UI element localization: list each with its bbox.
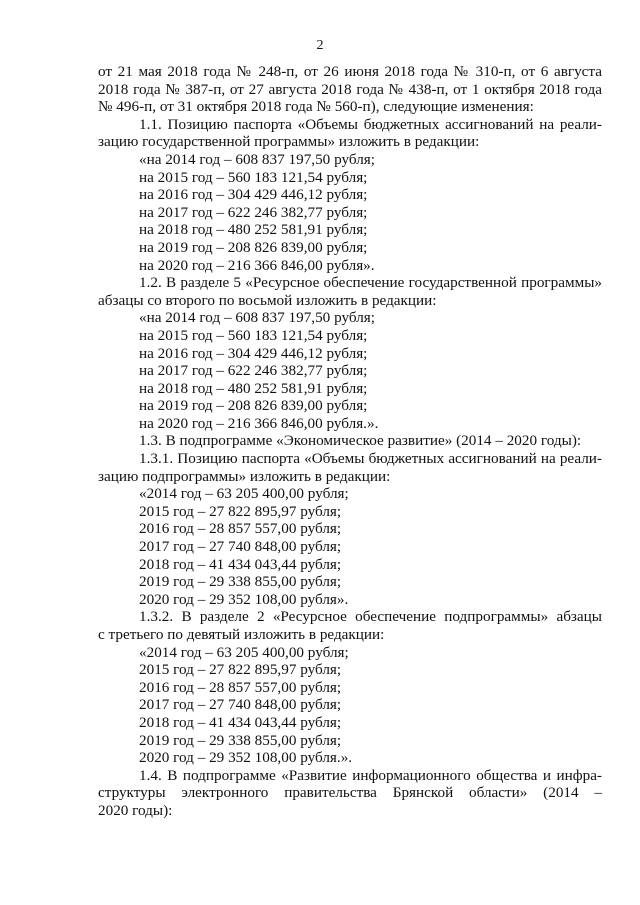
list-item: 2016 год – 28 857 557,00 рубля; bbox=[139, 520, 342, 538]
section-heading-line: 1.3.2. В разделе 2 «Ресурсное обеспечение подпрограммы» абзацы bbox=[139, 608, 602, 626]
list-item: на 2019 год – 208 826 839,00 рубля; bbox=[139, 397, 368, 415]
funding-list bbox=[98, 644, 602, 767]
section-1-4 bbox=[98, 767, 602, 820]
funding-list bbox=[98, 309, 602, 432]
list-item: 2017 год – 27 740 848,00 рубля; bbox=[139, 538, 342, 556]
list-item: «2014 год – 63 205 400,00 рубля; bbox=[139, 643, 349, 661]
list-item: 2018 год – 41 434 043,44 рубля; bbox=[139, 555, 342, 573]
list-item: на 2020 год – 216 366 846,00 рубля». bbox=[139, 256, 375, 274]
list-item: на 2019 год – 208 826 839,00 рубля; bbox=[139, 238, 368, 256]
funding-list bbox=[98, 151, 602, 274]
list-item: на 2018 год – 480 252 581,91 рубля; bbox=[139, 221, 368, 239]
list-item: на 2018 год – 480 252 581,91 рубля; bbox=[139, 379, 368, 397]
section-1-2 bbox=[98, 274, 602, 432]
section-heading-line: 1.1. Позицию паспорта «Объемы бюджетных ассигнований на реали- bbox=[139, 115, 602, 133]
list-item: на 2017 год – 622 246 382,77 рубля; bbox=[139, 362, 368, 380]
list-item: на 2015 год – 560 183 121,54 рубля; bbox=[139, 326, 368, 344]
list-item: на 2016 год – 304 429 446,12 рубля; bbox=[139, 344, 368, 362]
section-1-3 bbox=[98, 432, 602, 766]
intro-paragraph bbox=[98, 63, 602, 116]
list-item: на 2016 год – 304 429 446,12 рубля; bbox=[139, 186, 368, 204]
section-heading-line: с третьего по девятый изложить в редакции: bbox=[98, 626, 385, 643]
list-item: на 2015 год – 560 183 121,54 рубля; bbox=[139, 168, 368, 186]
section-heading-line: 1.4. В подпрограмме «Развитие информационного общества и инфра- bbox=[139, 766, 602, 784]
list-item: 2019 год – 29 338 855,00 рубля; bbox=[139, 573, 342, 591]
list-item: «на 2014 год – 608 837 197,50 рубля; bbox=[139, 150, 375, 168]
list-item: на 2020 год – 216 366 846,00 рубля.». bbox=[139, 414, 379, 432]
text-line: 2018 года № 387-п, от 27 августа 2018 года № 438-п, от 1 октября 2018 года bbox=[98, 80, 602, 98]
section-heading-line: зацию государственной программы» изложить в редакции: bbox=[98, 133, 480, 151]
section-heading-line: 1.3.1. Позицию паспорта «Объемы бюджетных ассигнований на реали- bbox=[139, 450, 602, 468]
list-item: 2015 год – 27 822 895,97 рубля; bbox=[139, 661, 342, 679]
list-item: на 2017 год – 622 246 382,77 рубля; bbox=[139, 203, 368, 221]
text-line: от 21 мая 2018 года № 248-п, от 26 июня 2018 года № 310-п, от 6 августа bbox=[98, 63, 602, 80]
list-item: 2017 год – 27 740 848,00 рубля; bbox=[139, 696, 342, 714]
funding-list bbox=[98, 485, 602, 608]
section-1-1 bbox=[98, 116, 602, 274]
section-heading-line: структуры электронного правительства Брянской области» (2014 – bbox=[98, 784, 602, 802]
page-number: 2 bbox=[316, 38, 324, 53]
section-heading-line: 1.3. В подпрограмме «Экономическое развитие» (2014 – 2020 годы): bbox=[139, 432, 582, 450]
list-item: 2015 год – 27 822 895,97 рубля; bbox=[139, 502, 342, 520]
list-item: 2016 год – 28 857 557,00 рубля; bbox=[139, 678, 342, 696]
section-heading-line: абзацы со второго по восьмой изложить в редакции: bbox=[98, 291, 437, 309]
list-item: 2020 год – 29 352 108,00 рубля». bbox=[139, 590, 349, 608]
section-heading-line: зацию подпрограммы» изложить в редакции: bbox=[98, 467, 391, 485]
list-item: «2014 год – 63 205 400,00 рубля; bbox=[139, 485, 349, 503]
list-item: «на 2014 год – 608 837 197,50 рубля; bbox=[139, 309, 375, 327]
document-body bbox=[98, 63, 602, 820]
text-line: № 496-п, от 31 октября 2018 года № 560-п), следующие изменения: bbox=[98, 98, 534, 116]
list-item: 2020 год – 29 352 108,00 рубля.». bbox=[139, 749, 353, 767]
section-heading-line: 1.2. В разделе 5 «Ресурсное обеспечение государственной программы» bbox=[139, 274, 602, 292]
list-item: 2018 год – 41 434 043,44 рубля; bbox=[139, 713, 342, 731]
section-1-3-2 bbox=[98, 608, 602, 766]
section-heading-line: 2020 годы): bbox=[98, 801, 173, 819]
section-1-3-1 bbox=[98, 450, 602, 608]
list-item: 2019 год – 29 338 855,00 рубля; bbox=[139, 731, 342, 749]
